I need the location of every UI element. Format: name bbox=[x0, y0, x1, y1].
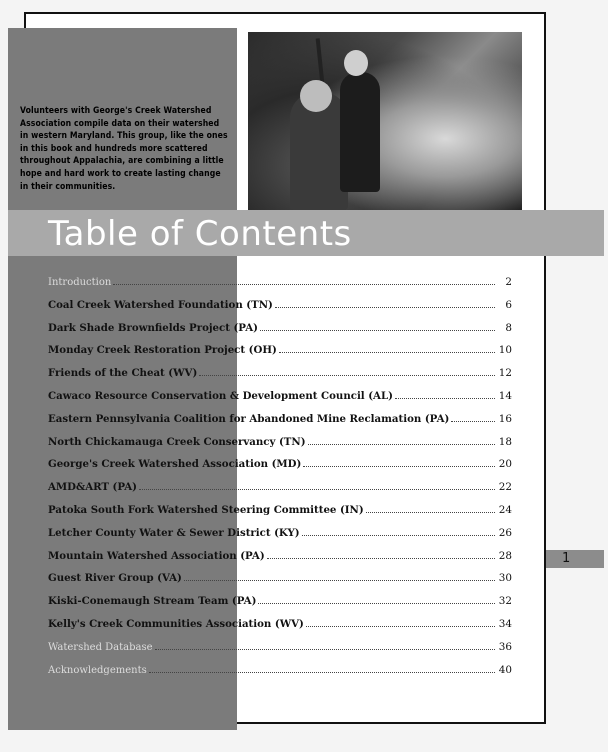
toc-leader-dots bbox=[258, 603, 495, 604]
toc-entry-label: Acknowledgements bbox=[48, 664, 147, 676]
toc-entry[interactable] bbox=[48, 591, 512, 607]
toc-entry[interactable] bbox=[48, 477, 512, 493]
toc-entry-page: 32 bbox=[498, 595, 512, 608]
toc-entry-label: Kiski-Conemaugh Stream Team (PA) bbox=[48, 595, 257, 608]
toc-entry[interactable] bbox=[48, 272, 512, 288]
toc-entry-page: 28 bbox=[498, 549, 512, 562]
toc-entry-label: Coal Creek Watershed Foundation (TN) bbox=[48, 298, 273, 311]
toc-leader-dots bbox=[302, 535, 495, 536]
toc-leader-dots bbox=[366, 512, 495, 513]
toc-entry-label: Friends of the Cheat (WV) bbox=[48, 367, 198, 380]
toc-entry-page: 40 bbox=[498, 663, 512, 676]
toc-leader-dots bbox=[451, 421, 495, 422]
toc-entry-label: AMD&ART (PA) bbox=[48, 481, 137, 494]
volunteer-head bbox=[344, 50, 368, 76]
toc-entry[interactable] bbox=[48, 432, 512, 448]
volunteer-head bbox=[300, 80, 332, 112]
toc-entry-page: 18 bbox=[498, 435, 512, 448]
toc-entry[interactable] bbox=[48, 386, 512, 402]
toc-leader-dots bbox=[139, 489, 495, 490]
toc-entry-page: 16 bbox=[498, 412, 512, 425]
toc-leader-dots bbox=[395, 398, 495, 399]
toc-entry[interactable] bbox=[48, 637, 512, 653]
toc-leader-dots bbox=[155, 649, 495, 650]
toc-entry-label: Watershed Database bbox=[48, 641, 153, 653]
toc-leader-dots bbox=[279, 352, 495, 353]
toc-entry-label: Monday Creek Restoration Project (OH) bbox=[48, 344, 277, 357]
toc-entry-page: 30 bbox=[498, 572, 512, 585]
toc-entry-label: North Chickamauga Creek Conservancy (TN) bbox=[48, 435, 306, 448]
toc-entry[interactable] bbox=[48, 614, 512, 630]
toc-entry-label: George's Creek Watershed Association (MD) bbox=[48, 458, 302, 471]
toc-entry[interactable] bbox=[48, 340, 512, 356]
toc-entry-label: Mountain Watershed Association (PA) bbox=[48, 549, 265, 562]
toc-entry-page: 20 bbox=[498, 458, 512, 471]
volunteers-photo bbox=[248, 32, 522, 210]
toc-entry[interactable] bbox=[48, 568, 512, 584]
page-number: 1 bbox=[562, 551, 571, 566]
toc-entry-page: 22 bbox=[498, 481, 512, 494]
toc-entry-page: 24 bbox=[498, 504, 512, 516]
toc-leader-dots bbox=[306, 626, 495, 627]
toc-leader-dots bbox=[149, 672, 495, 673]
toc-entry-label: Cawaco Resource Conservation & Development Council (AL) bbox=[48, 390, 393, 402]
toc-entry-page: 8 bbox=[505, 321, 512, 334]
toc-entry[interactable] bbox=[48, 363, 512, 379]
toc-entry-label: Dark Shade Brownfields Project (PA) bbox=[48, 321, 258, 334]
toc-leader-dots bbox=[184, 580, 495, 581]
toc-leader-dots bbox=[308, 444, 495, 445]
toc-entry[interactable] bbox=[48, 546, 512, 562]
toc-leader-dots bbox=[199, 375, 495, 376]
toc-entry-label: Kelly's Creek Communities Association (WV) bbox=[48, 618, 304, 630]
toc-entry-page: 26 bbox=[498, 526, 512, 539]
toc-entry[interactable] bbox=[48, 523, 512, 539]
toc-leader-dots bbox=[113, 284, 495, 285]
toc-entry[interactable] bbox=[48, 318, 512, 334]
toc-entry-label: Patoka South Fork Watershed Steering Committee (IN) bbox=[48, 504, 364, 516]
toc-leader-dots bbox=[275, 307, 495, 308]
toc-entry-label: Introduction bbox=[48, 277, 112, 288]
toc-entry-label: Letcher County Water & Sewer District (KY) bbox=[48, 526, 300, 539]
toc-leader-dots bbox=[260, 330, 495, 331]
toc-entry[interactable] bbox=[48, 409, 512, 425]
toc-entry[interactable] bbox=[48, 660, 512, 676]
photo-caption: Volunteers with George's Creek Watershed Association compile data on their watershed in western Maryland. This group, like the ones in this book and hundreds more scattered throughout Appalachia, are combining a little hope and hard work to create lasting change in their communities. bbox=[20, 106, 228, 192]
toc-entry-page: 2 bbox=[505, 276, 512, 288]
toc-entry-page: 12 bbox=[498, 367, 512, 380]
toc-entry-page: 34 bbox=[498, 618, 512, 630]
toc-leader-dots bbox=[267, 558, 495, 559]
page-number-tab bbox=[546, 550, 604, 568]
toc-entry-page: 14 bbox=[498, 390, 512, 402]
page-title: Table of Contents bbox=[48, 214, 352, 254]
toc-entry-label: Eastern Pennsylvania Coalition for Abandoned Mine Reclamation (PA) bbox=[48, 412, 450, 425]
toc-entry[interactable] bbox=[48, 454, 512, 470]
toc-entry[interactable] bbox=[48, 295, 512, 311]
toc-entry-label: Guest River Group (VA) bbox=[48, 572, 182, 585]
toc-entry-page: 6 bbox=[505, 298, 512, 311]
toc-entry-page: 36 bbox=[498, 640, 512, 653]
toc-leader-dots bbox=[303, 466, 495, 467]
volunteer-figure bbox=[340, 72, 380, 192]
toc-entry-page: 10 bbox=[498, 344, 512, 357]
toc-entry[interactable] bbox=[48, 500, 512, 516]
